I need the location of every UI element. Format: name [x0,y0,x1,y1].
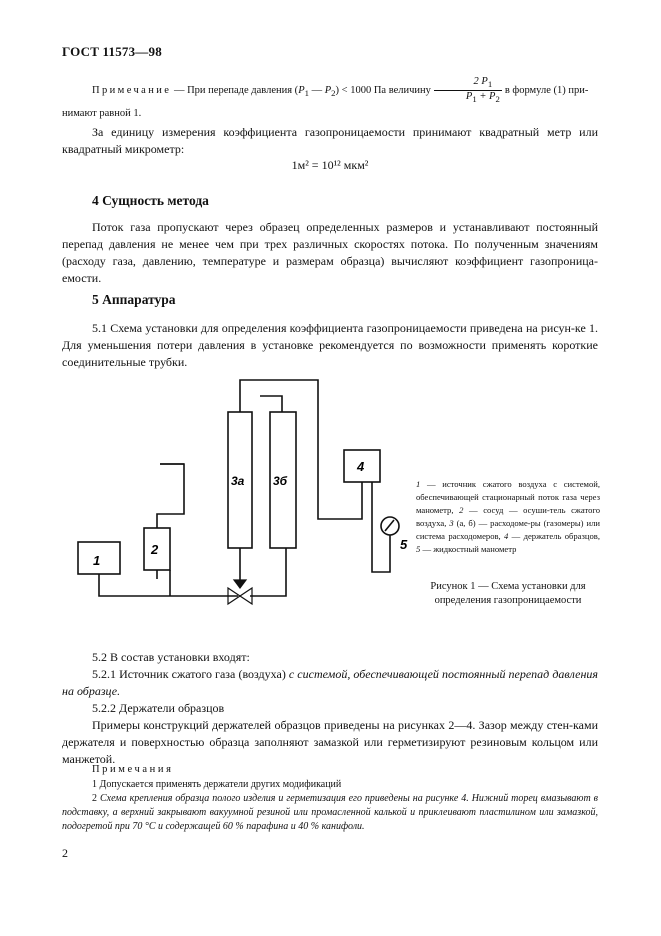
page-number: 2 [62,846,68,860]
label-1: 1 [93,553,101,568]
section-5-title: 5 Аппаратура [92,292,176,307]
section-5-2-2-text: Примеры конструкций держателей образцов приведены на рисунках 2—4. Зазор между стен-ками держателя и поверхностью образца заполняют замазкой или герметизируют резиновым кольцом или манжетой. [62,718,598,766]
note-label: Примечание [92,85,172,96]
unit-formula: 1м² = 10¹² мкм² [291,158,369,172]
section-5-2-2-title: 5.2.2 Держатели образцов [92,701,225,715]
label-3a: 3а [231,474,245,488]
notes-title: Примечания [92,764,174,775]
label-5: 5 [400,537,408,552]
apparatus-diagram [60,374,420,614]
label-2: 2 [151,542,159,557]
label-3b: 3б [273,474,288,488]
note-line2: нимают равной 1. [62,108,142,120]
section-4-text: Поток газа пропускают через образец определенных размеров и устанавливают постоянный перепад давления не менее чем при трех различных скоростях потока. По полученным значениям (расходу газа, давлению, температуре и размерам образца) вычисляют коэффициент газопроница-емости. [62,220,598,285]
section-4-title: 4 Сущность метода [92,193,209,208]
unit-paragraph: За единицу измерения коэффициента газопроницаемости принимают квадратный метр или квадратный микрометр: [62,125,598,156]
section-5-1-text: 5.1 Схема установки для определения коэффициента газопроницаемости приведена на рисун-ке 1. Для уменьшения потери давления в установке рекомендуется по возможности применять короткие соединительные трубки. [62,321,598,369]
pressure-fraction: $\frac{2 P_1}{P_1 + P_2}$ [434,76,502,105]
pipe-valve-to-3b [250,548,286,596]
section-5-2-text: 5.2 В состав установки входят: [92,650,250,664]
section-5-2-1-text: 5.2.1 Источник сжатого газа (воздуха) с системой, обеспечивающей постоянный перепад давления на образце. [62,667,598,698]
note-pressure: Примечание — При перепаде давления ($P_1$ — $P_2) < 1000$ Па величину $\frac{2 P_1}{P_1 + P_2}$ в формуле (1) при- нимают равной 1. [62,76,598,121]
figure-legend: 1 — источник сжатого воздуха с системой, обеспечивающей стационарный поток газа через манометр, 2 — сосуд — осуши-тель сжатого воздуха, 3 (а, б) — расходоме-ры (газомеры) или система расходомеров, 4 — держатель образцов, 5 — жидкостный манометр [416,479,600,554]
pipe-source-to-valve [99,574,238,596]
label-4: 4 [357,459,365,474]
note-1: 1 Допускается применять держатели других модификаций [92,779,342,790]
note-2: 2 Схема крепления образца полого изделия и герметизация его приведены на рисунке 4. Нижний торец вмазывают в подставку, а верхний закрывают вакуумной резиной или промасленной калькой и приклеивают пластилином или замазкой, подогретой при 70 °С и содержащей 60 % парафина и 40 % канифоли. [62,793,599,832]
figure-caption: Рисунок 1 — Схема установки для определения газопроницаемости [430,581,586,606]
document-header: ГОСТ 11573—98 [62,44,162,59]
valve-symbol [228,580,252,604]
